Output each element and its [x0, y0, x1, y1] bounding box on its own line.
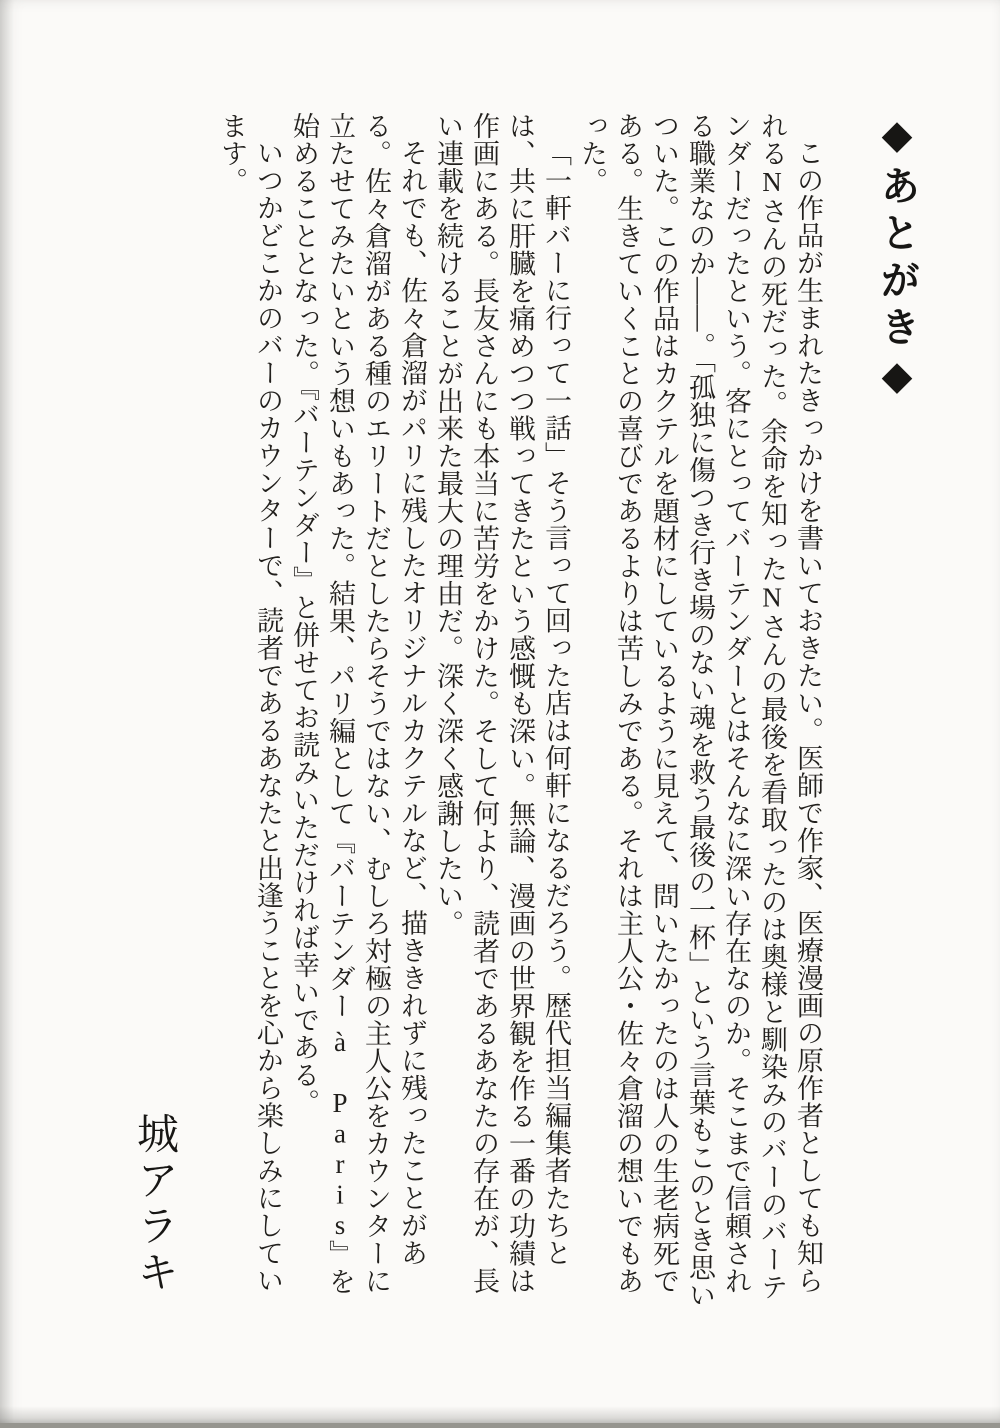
- author-signature: 城アラキ: [131, 1112, 177, 1296]
- afterword-title: ◆あとがき◆: [875, 112, 919, 406]
- paragraph: それでも、佐々倉溜がパリに残したオリジナルカクテルなど、描ききれずに残ったことがある。佐々倉溜がある種のエリートだとしたらそうではない、むしろ対極の主人公をカウンターに立たせてみたいという想いもあった。結果、パリ編として『バーテンダー à Paris』を始めることとなった。『バーテンダー』と併せてお読みいただければ幸いである。: [289, 112, 427, 1296]
- paragraph: いつかどこかのバーのカウンターで、読者であるあなたと出逢うことを心から楽しみにしています。: [217, 112, 283, 1294]
- paragraph: この作品が生まれたきっかけを書いておきたい。医師で作家、医療漫画の原作者としても知られるNさんの死だった。余命を知ったNさんの最後を看取ったのは奥様と馴染みのバーのバーテンダーだったという。客にとってバーテンダーとはそんなに深い存在なのか。そこまで信頼される職業なのか――。「孤独に傷つき行き場のない魂を救う最後の一杯」という言葉もこのとき思いついた。この作品はカクテルを題材にしているように見えて、問いたかったのは人の生老病死である。生きていくことの喜びであるよりは苦しみである。それは主人公・佐々倉溜の想いでもあった。: [577, 112, 823, 1309]
- page-edge-line-bottom: [0, 1423, 1000, 1428]
- paragraph: 「一軒バーに行って一話」そう言って回った店は何軒になるだろう。歴代担当編集者たちとは、共に肝臓を痛めつつ戦ってきたという感慨も深い。無論、漫画の世界観を作る一番の功績は作画にある。長友さんにも本当に苦労をかけた。そして何より、読者であるあなたの存在が、長い連載を続けることが出来た最大の理由だ。深く深く感謝したい。: [433, 112, 571, 1295]
- afterword-body: [131, 112, 826, 1310]
- page-edge-shadow-bottom: [0, 1406, 1000, 1428]
- page-edge-shadow-left: [0, 0, 14, 1428]
